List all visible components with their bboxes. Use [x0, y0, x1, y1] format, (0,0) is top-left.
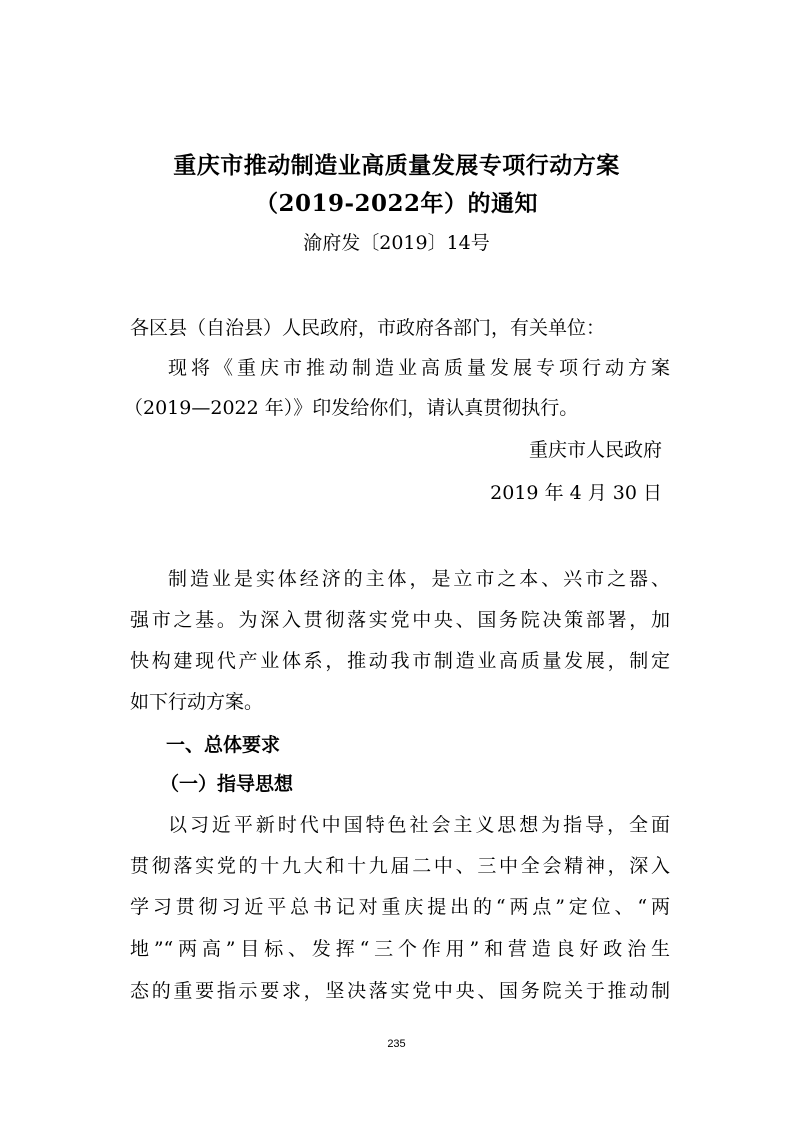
issuer-name: 重庆市人民政府: [528, 439, 662, 461]
document-title-line-1: 重庆市推动制造业高质量发展专项行动方案: [173, 152, 620, 179]
notice-line-1: 现将《重庆市推动制造业高质量发展专项行动方案: [168, 357, 670, 379]
issue-date: 2019 年 4 月 30 日: [490, 482, 662, 504]
document-number: 渝府发〔2019〕14号: [303, 232, 490, 254]
intro-line-2: 强市之基。为深入贯彻落实党中央、国务院决策部署，加: [130, 609, 670, 631]
salutation: 各区县（自治县）人民政府，市政府各部门，有关单位：: [130, 317, 606, 339]
document-title-line-2: （2019-2022年）的通知: [254, 190, 539, 217]
section-heading-general-requirements: 一、总体要求: [166, 734, 281, 756]
intro-line-4: 如下行动方案。: [130, 691, 264, 713]
guiding-line-2: 贯彻落实党的十九大和十九届二中、三中全会精神，深入: [130, 855, 670, 877]
guiding-line-3: 学习贯彻习近平总书记对重庆提出的“两点”定位、“两: [130, 896, 670, 918]
guiding-line-1: 以习近平新时代中国特色社会主义思想为指导，全面: [168, 814, 670, 836]
intro-line-1: 制造业是实体经济的主体，是立市之本、兴市之器、: [168, 568, 670, 590]
guiding-line-5: 态的重要指示要求，坚决落实党中央、国务院关于推动制: [130, 980, 670, 1002]
page-number: 235: [387, 1038, 406, 1050]
subsection-heading-guiding-ideology: （一）指导思想: [160, 773, 294, 795]
guiding-line-4: 地”“两高”目标、发挥“三个作用”和营造良好政治生: [130, 938, 670, 960]
intro-line-3: 快构建现代产业体系，推动我市制造业高质量发展，制定: [130, 650, 670, 672]
notice-line-2: （2019—2022 年）》印发给你们，请认真贯彻执行。: [124, 397, 579, 419]
